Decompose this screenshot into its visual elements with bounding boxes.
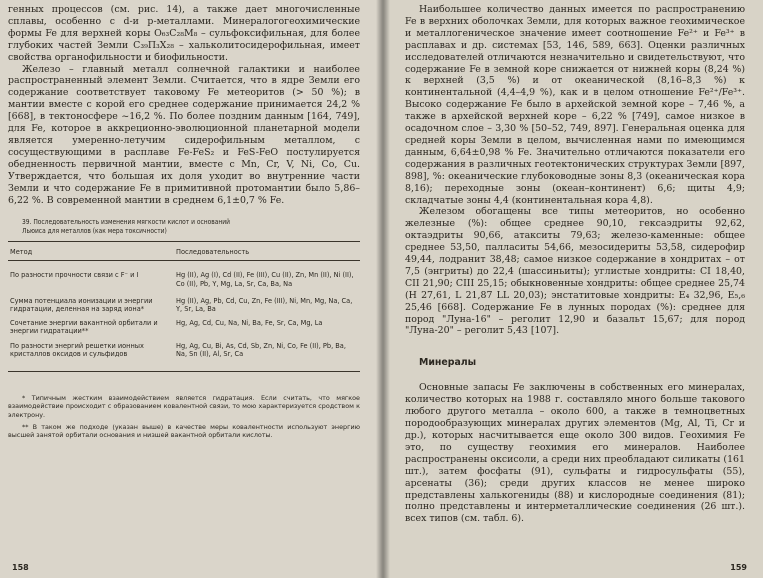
book-gutter bbox=[376, 0, 390, 578]
table-cell-sequence: Hg, Ag, Cd, Cu, Na, Ni, Ba, Fe, Sr, Ca, Mg, La bbox=[176, 319, 323, 328]
table-row bbox=[8, 291, 360, 316]
header-method: Метод bbox=[10, 248, 33, 257]
page-number-left: 158 bbox=[12, 563, 29, 572]
left-paragraph-2: Железо – главный металл солнечной галактики и наиболее распространенный элемент Земли. Считается, что в ядре Земли его содержание соответствует таковому Fe метеоритов (> 50 %); в мантии вместе с корой его среднее содержание принимается 24,2 % [668], в тектоносфере ~16,2 %. По более поздним данным [164, 749], для Fe, которое в аккреционно-эволюционной планетарной модели является умеренно-летучим сидерофильным металлом, с сосуществующими в расплаве Fe-FeS₂ и FeS-FeO постулируется обедненность первичной мантии, вместе с Mn, Cr, V, Ni, Co, Cu. Утверждается, что большая их доля уходит во внутренние части Земли и что содержание Fe в примитивной протомантии было 5,86–6,22 %. В современной мантии в среднем 6,1±0,7 % Fe. bbox=[8, 63, 360, 206]
table-cell-method: Сумма потенциала ионизации и энергии гидратации, деленная на заряд иона* bbox=[10, 296, 153, 314]
right-paragraph-2: Железом обогащены все типы метеоритов, но особенно железные (%): общее среднее 90,10, гексаэдриты 92,62, октаэдриты 90,66, атакситы 79,63; железо-каменные: общее среднее 53,50, палласиты 54,66, мезосидериты 53,58, сидерофир 49,44, лодранит 38,48; самое низкое содержание в хондритах – от 7,5 (энгриты) до 22,4 (шассиньиты); углистые хондриты: CI 18,40, CII 21,90; CIII 25,15; обыкновенные хондриты: общее среднее 25,74 (H 27,61, L 21,87 LL 20,03); энстатитовые хондриты: E₄ 32,96, E₅,₆ 25,46 [668]. Содержание Fe в лунных породах (%): среднее для пород "Луна-16" – реголит 12,90 и базальт 15,67; для пород "Луна-20" – реголит 5,43 [107]. bbox=[405, 206, 745, 337]
table-caption bbox=[8, 218, 360, 235]
table-cell-method: По разности энергий решетки ионных кристаллов оксидов и сульфидов bbox=[10, 341, 144, 358]
table-caption-line-1: 39. Последовательность изменения мягкости кислот и оснований bbox=[22, 218, 230, 227]
table-row bbox=[8, 316, 360, 338]
right-paragraph-1: Наибольшее количество данных имеется по распространению Fe в верхних оболочках Земли, для которых важное геохимическое и металлогеническое значение имеет соотношение Fe²⁺ и Fe³⁺ в расплавах и др. системах [53, 146, 589, 663]. Оценки различных исследователей отличаются незначительно и свидетельствуют, что содержание Fe в земной коре снижается от нижней коры (8,24 %) к верхней (3,5 %) и от океанической (8,16–8,3 %) к континентальной (4,4–4,9 %), как и в целом отношение Fe²⁺/Fe³⁺. Высоко содержание Fe было в архейской земной коре – 7,46 %, а также в архейской верхней коре – 6,22 % [749], самое низкое в осадочном слое – 3,30 % [50–52, 749, 897]. Генеральная оценка для средней коры Земли в целом, вычисленная нами по имеющимся данным, 6,64±0,98 % Fe. Значительно отличаются показатели его содержания в различных геотектонических структурах Земли [897, 898], %: океанические глубоководные зоны 8,3 (океаническая кора 8,16); переходные зоны (океан–континент) 6,6; щиты 4,9; складчатые зоны 4,4 (континентальная кора 4,8). bbox=[405, 4, 745, 206]
table-cell-method: По разности прочности связи с F⁻ и I bbox=[10, 271, 139, 280]
table-row bbox=[8, 261, 360, 290]
table-caption-line-2: Льюиса для металлов (как мера токсичности) bbox=[22, 226, 167, 235]
right-column bbox=[405, 4, 745, 525]
footnote-2: ** В таком же подходе (указан выше) в качестве меры ковалентности используют энергию высшей занятой орбитали основания и низшей вакантной орбитали кислоты. bbox=[8, 422, 360, 440]
table-row bbox=[8, 339, 360, 361]
left-paragraph-1: генных процессов (см. рис. 14), а также дает многочисленные сплавы, особенно с d-и p-металлами. Минералогогеохимические формы Fe для верхней коры O₆₃C₂₈M₈ – сульфоксифильная, для более глубоких частей Земли C₃₉П₃Х₂₈ – хальколитосидерофильная, имеет свойства органофильности и биофильности. bbox=[8, 4, 360, 63]
right-page bbox=[383, 0, 763, 578]
page-number-right: 159 bbox=[730, 563, 747, 572]
table-cell-method: Сочетание энергии вакантной орбитали и энергии гидратации** bbox=[10, 319, 158, 336]
left-column bbox=[8, 4, 360, 440]
right-paragraph-minerals: Основные запасы Fe заключены в собственных его минералах, количество которых на 1988 г. составляло много больше такового любого другого металла – около 600, а также в темноцветных породообразующих минералах других элементов (Mg, Al, Ti, Cr и др.), которых насчитывается еще около 300 видов. Геохимия Fe это, по существу геохимия его минералов. Наиболее распространены оксисоли, а среди них преобладают силикаты (161 шт.), затем фосфаты (91), сульфаты и гидросульфаты (55), арсенаты (36); среди других классов не менее широко представлены халькогениды (88) и кислородные соединения (81); полно представлены и интерметаллические соединения (26 шт.). всех типов (см. табл. 6). bbox=[405, 382, 745, 525]
table-header-row bbox=[8, 242, 360, 260]
table-cell-sequence: Hg (II), Ag (I), Cd (II), Fe (III), Cu (II), Zn, Mn (II), Ni (II), Co (II), Pb, Y, Mg, La, Sr, Ca, Ba, Na bbox=[176, 271, 354, 288]
header-sequence: Последовательность bbox=[176, 248, 250, 257]
table-cell-sequence: Hg, Ag, Cu, Bi, As, Cd, Sb, Zn, Ni, Co, Fe (II), Pb, Ba, Na, Sn (II), Al, Sr, Ca bbox=[176, 341, 346, 358]
footnote-1: * Типичным жестким взаимодействием является гидратация. Если считать, что мягкое взаимодействие происходит с образованием ковалентной связи, то мою характеризуется сродством к электрону. bbox=[8, 394, 360, 419]
acid-base-table bbox=[8, 242, 360, 372]
section-heading-minerals: Минералы bbox=[419, 357, 477, 369]
table-cell-sequence: Hg (II), Ag, Pb, Cd, Cu, Zn, Fe (III), Ni, Mn, Mg, Na, Ca, Y, Sr, La, Ba bbox=[176, 296, 353, 314]
table-footnotes bbox=[8, 394, 360, 439]
table-bottom-rule bbox=[8, 371, 360, 372]
